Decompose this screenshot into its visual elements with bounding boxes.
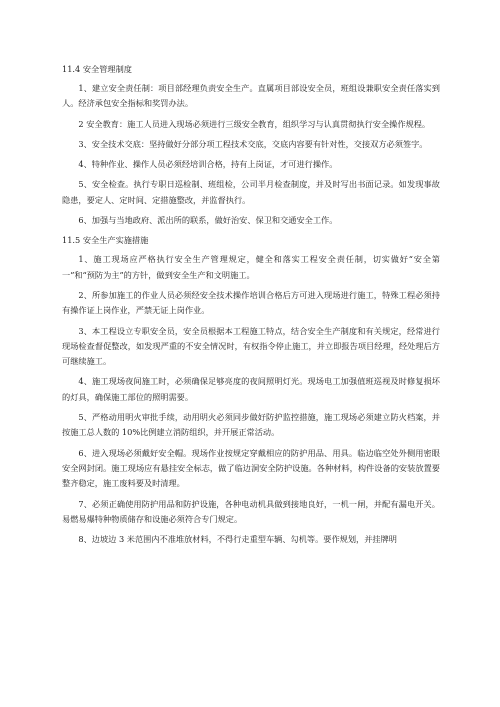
paragraph-11-4-4: 4、特种作业、操作人员必须经培训合格，持有上岗证，才可进行操作。 (78, 159, 338, 170)
section-heading-11-4: 11.4 安全管理制度 (62, 64, 132, 74)
paragraph-11-4-2: 2 安全教育：施工人员进入现场必须进行三级安全教育，组织学习与认真贯彻执行安全操作规程。 (78, 118, 431, 129)
paragraph-11-5-7: 7、必须正确使用防护用品和防护设施，各种电动机具做到接地良好，一机一闸，并配有漏电开关。易燃易爆特种物质储存和设施必须符合专门规定。 (62, 498, 440, 524)
paragraph-11-5-3: 3、本工程设立专职安全员，安全员根据本工程施工特点，结合安全生产制度和有关规定，经常进行现场检查督促整改，如发现严重的不安全情况时，有权指令停止施工，并立即报告项目经理，经处理后方可继续施工。 (62, 325, 440, 367)
paragraph-11-4-1: 1、建立安全责任制：项目部经理负责安全生产。直属项目部设安全员，班组设兼职安全责任落实到人。经济承包安全指标和奖罚办法。 (62, 83, 440, 109)
paragraph-11-5-5: 5、严格动用明火审批手续，动用明火必须同步做好防护监控措施，施工现场必须建立防火档案，并按施工总人数的 10%比例建立消防组织，并开展正常活动。 (62, 412, 440, 438)
paragraph-11-4-6: 6、加强与当地政府、派出所的联系，做好治安、保卫和交通安全工作。 (78, 215, 338, 226)
paragraph-11-5-2: 2、所参加施工的作业人员必须经安全技术操作培训合格后方可进入现场进行施工，特殊工程必须持有操作证上岗作业，严禁无证上岗作业。 (62, 289, 440, 316)
paragraph-11-5-8: 8、边坡边 3 米范围内不准堆放材料，不得行走重型车辆、勾机等。要作规划，并挂牌明 (78, 534, 397, 545)
section-heading-11-5: 11.5 安全生产实施措施 (62, 235, 149, 246)
document-page (62, 62, 440, 552)
paragraph-11-5-6: 6、进入现场必须戴好安全帽。现场作业按规定穿戴相应的防护用品、用具。临边临空处外侧用密眼安全网封闭。施工现场应有悬挂安全标志，做了临边洞安全防护设施。各种材料，构件设备的安装放置要整齐稳定，施工废料要及时清理。 (62, 447, 440, 489)
paragraph-11-4-5: 5、安全检查。执行专职日巡检制、班组检，公司半月检查制度，并及时写出书面记录。如发现事故隐患，要定人、定时间、定措施整改，并监督执行。 (62, 179, 440, 205)
paragraph-11-5-4: 4、施工现场夜间施工时，必须确保足够亮度的夜间照明灯光。现场电工加强值班巡视及时修复损坏的灯具，确保施工部位的照明需要。 (62, 376, 440, 402)
paragraph-11-4-3: 3、安全技术交底：坚持做好分部分项工程技术交底，交底内容要有针对性，交接双方必须签字。 (78, 138, 428, 149)
paragraph-11-5-1: 1、施工现场应严格执行安全生产管理规定，健全和落实工程安全责任制，切实做好“安全第一”和“预防为主”的方针，做到安全生产和文明施工。 (62, 254, 440, 280)
